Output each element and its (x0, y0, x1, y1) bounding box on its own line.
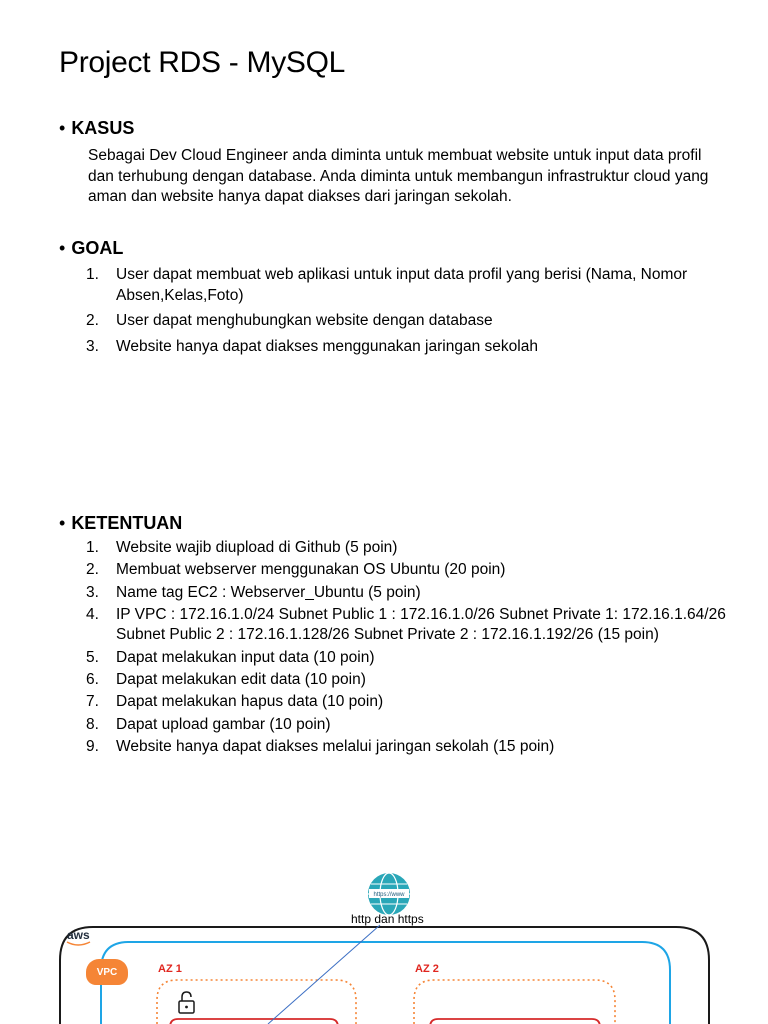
aws-smile (67, 942, 90, 945)
az2-label: AZ 2 (415, 963, 439, 975)
bullet: • (59, 238, 66, 258)
aws-logo: aws (67, 928, 90, 942)
goal-heading-text: GOAL (71, 238, 124, 258)
page-title: Project RDS - MySQL (59, 46, 346, 79)
ketentuan-item: 1. Website wajib diupload di Github (5 poin) (86, 539, 398, 556)
goal-item: 1. User dapat membuat web aplikasi untuk input data profil yang berisi (Nama, Nomor Absen,Kelas,Foto) (86, 266, 688, 304)
ketentuan-item: 4. IP VPC : 172.16.1.0/24 Subnet Public 1 : 172.16.1.0/26 Subnet Private 1: 172.16.1.64/26 Subnet Public 2 : 172.16.1.128/26 Subnet Private 2 : 172.16.1.192/26 (15 poin) (86, 605, 726, 644)
ketentuan-item: 5. Dapat melakukan input data (10 poin) (86, 648, 375, 666)
ketentuan-item: 7. Dapat melakukan hapus data (10 poin) (86, 693, 384, 711)
ketentuan-item: 8. Dapat upload gambar (10 poin) (86, 715, 331, 733)
az1-label: AZ 1 (158, 963, 182, 975)
subnet-az2 (430, 1019, 600, 1024)
ketentuan-item: 3. Name tag EC2 : Webserver_Ubuntu (5 poin) (86, 583, 421, 601)
kasus-heading-text: KASUS (71, 118, 135, 138)
bullet: • (59, 513, 66, 533)
kasus-body: Sebagai Dev Cloud Engineer anda diminta untuk membuat website untuk input data profil dan terhubung dengan database. Anda diminta untuk membangun infrastruktur cloud yang aman dan website hanya dapat diakses dari jaringan sekolah. (88, 147, 709, 205)
goal-item: 3. Website hanya dapat diakses menggunakan jaringan sekolah (86, 337, 538, 355)
globe-url-text: https://www (373, 892, 405, 898)
ketentuan-item: 9. Website hanya dapat diakses melalui jaringan sekolah (15 poin) (86, 737, 555, 755)
ketentuan-heading-text: KETENTUAN (71, 513, 183, 533)
globe-icon (368, 873, 410, 915)
az2-boundary (414, 980, 615, 1024)
az1-boundary (157, 980, 356, 1024)
ketentuan-item: 2. Membuat webserver menggunakan OS Ubuntu (20 poin) (86, 561, 506, 579)
internet-label: http dan https (351, 912, 424, 926)
lock-icon (179, 992, 194, 1013)
subnet-az1 (170, 1019, 338, 1024)
vpc-boundary (101, 942, 670, 1024)
ketentuan-item: 6. Dapat melakukan edit data (10 poin) (86, 670, 366, 688)
goal-item: 2. User dapat menghubungkan website dengan database (86, 312, 493, 329)
bullet: • (59, 118, 66, 138)
vpc-badge: VPC (86, 959, 128, 985)
connection-line (268, 925, 380, 1024)
